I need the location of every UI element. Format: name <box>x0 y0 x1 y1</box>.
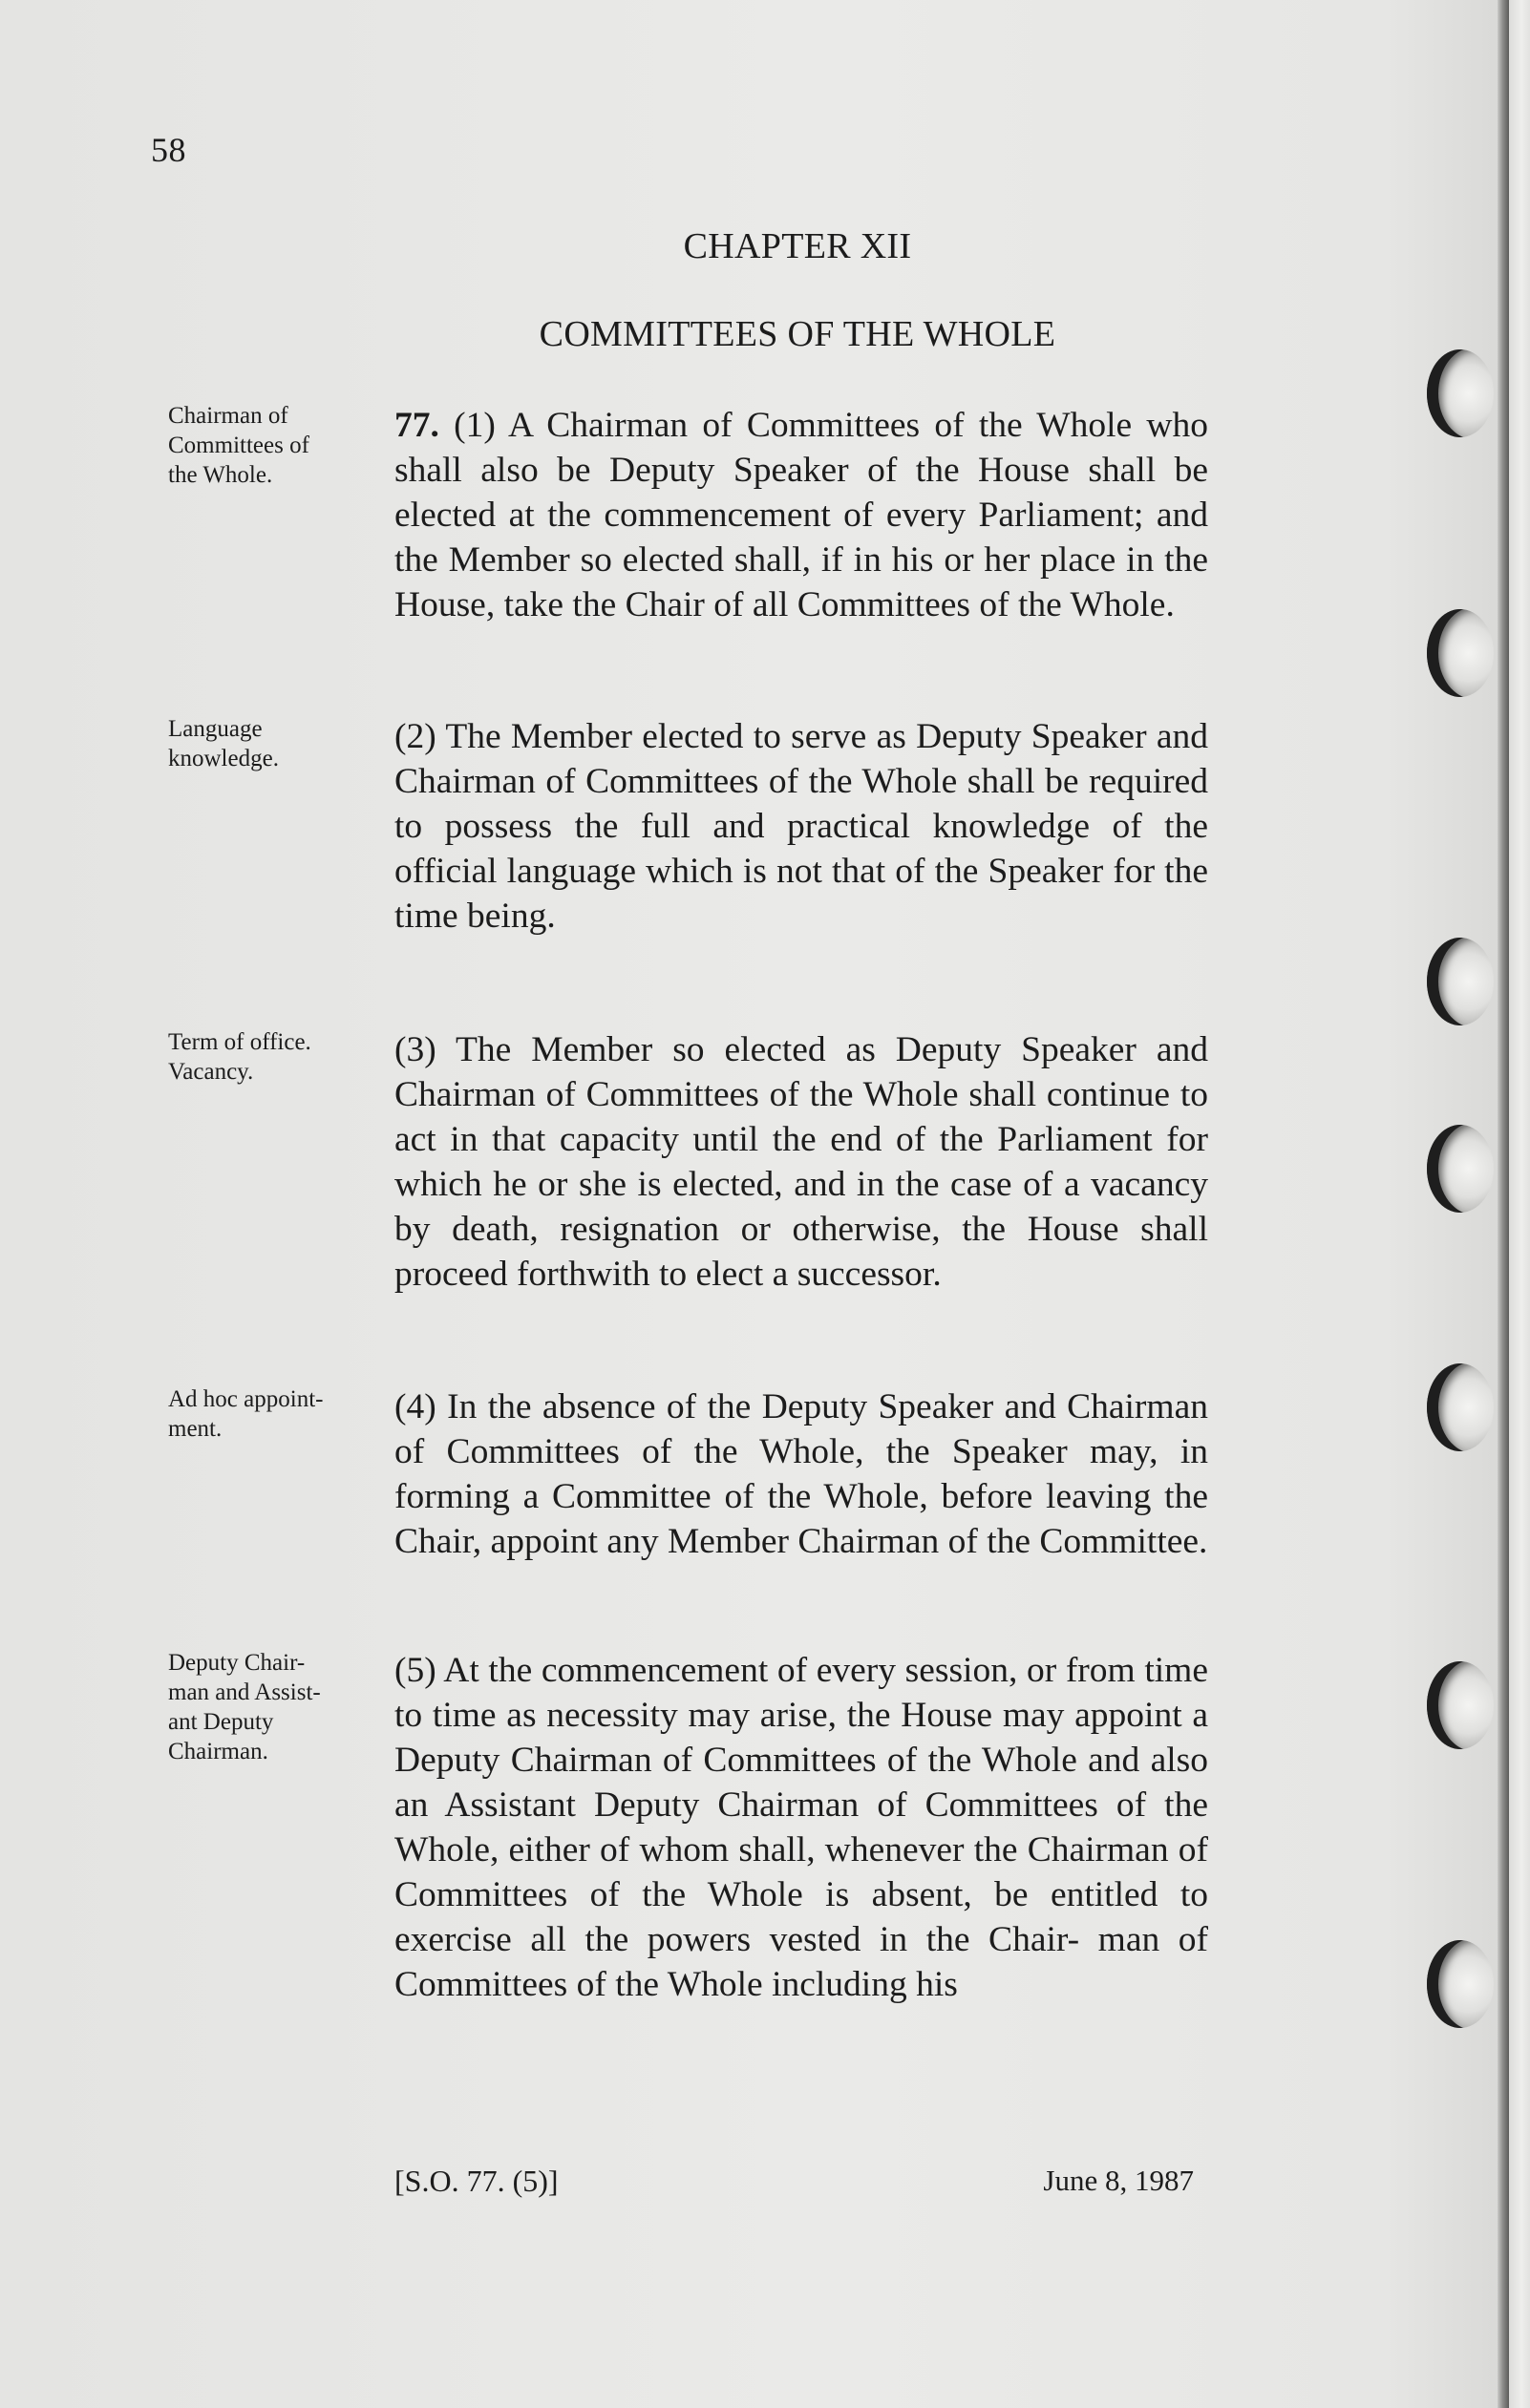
section-paragraph <box>394 1648 1208 2007</box>
section-number: 77. <box>394 406 439 445</box>
marginal-note: Chairman of Committees of the Whole. <box>168 403 309 488</box>
marginal-note: Language knowledge. <box>168 716 279 771</box>
binder-hole <box>1427 349 1494 437</box>
chapter-title: COMMITTEES OF THE WHOLE <box>539 314 1056 354</box>
section-paragraph <box>394 1027 1208 1297</box>
standing-order-reference: [S.O. 77. (5)] <box>394 2164 559 2198</box>
binder-hole <box>1427 1940 1494 2028</box>
paragraph-text: (2) The Member elected to serve as Deputy Speaker and Chairman of Committees of the Whole shall be required to possess the full and practical knowledge of the official language which is not that of the Speaker for the time being. <box>394 717 1208 936</box>
marginal-note: Term of office. Vacancy. <box>168 1029 311 1085</box>
page-edge <box>1498 0 1509 2408</box>
paragraph-text: (3) The Member so elected as Deputy Speaker and Chairman of Committees of the Whole shall continue to act in that capacity until the end of the Parliament for which he or she is elected, and in the case of a vacancy by death, resignation or otherwise, the House shall proceed forthwith to elect a successor. <box>394 1030 1208 1294</box>
binder-hole <box>1427 609 1494 697</box>
underlying-page <box>1509 0 1530 2408</box>
section-paragraph <box>394 714 1208 939</box>
binder-hole <box>1427 1363 1494 1451</box>
page-number: 58 <box>151 131 186 169</box>
section-paragraph <box>394 1384 1208 1564</box>
paragraph-text: (1) A Chairman of Committees of the Whole who shall also be Deputy Speaker of the House shall be elected at the commencement of every Parliament; and the Member so elected shall, if in his or her place in the House, take the Chair of all Committees of the Whole. <box>394 406 1208 624</box>
paragraph-text: (4) In the absence of the Deputy Speaker and Chairman of Committees of the Whole, the Speaker may, in forming a Committee of the Whole, before leaving the Chair, appoint any Member Chairman of the Committee. <box>394 1387 1208 1561</box>
chapter-number: CHAPTER XII <box>683 226 912 266</box>
paragraph-text: (5) At the commencement of every session, or from time to time as necessity may arise, the House may appoint a Deputy Chairman of Committees of the Whole and also an Assistant Deputy Chairman of Committees of the Whole, either of whom shall, whenever the Chairman of Committees of the Whole is absent, be entitled to exercise all the powers vested in the Chair- man of Committees of the Whole including his <box>394 1651 1208 2004</box>
marginal-note: Deputy Chair- man and Assist- ant Deputy Chairman. <box>168 1650 321 1764</box>
binder-hole <box>1427 1125 1494 1213</box>
binder-hole <box>1427 938 1494 1025</box>
revision-date: June 8, 1987 <box>1043 2164 1194 2197</box>
binder-hole <box>1427 1661 1494 1749</box>
section-paragraph <box>394 403 1208 627</box>
marginal-note: Ad hoc appoint- ment. <box>168 1386 324 1442</box>
